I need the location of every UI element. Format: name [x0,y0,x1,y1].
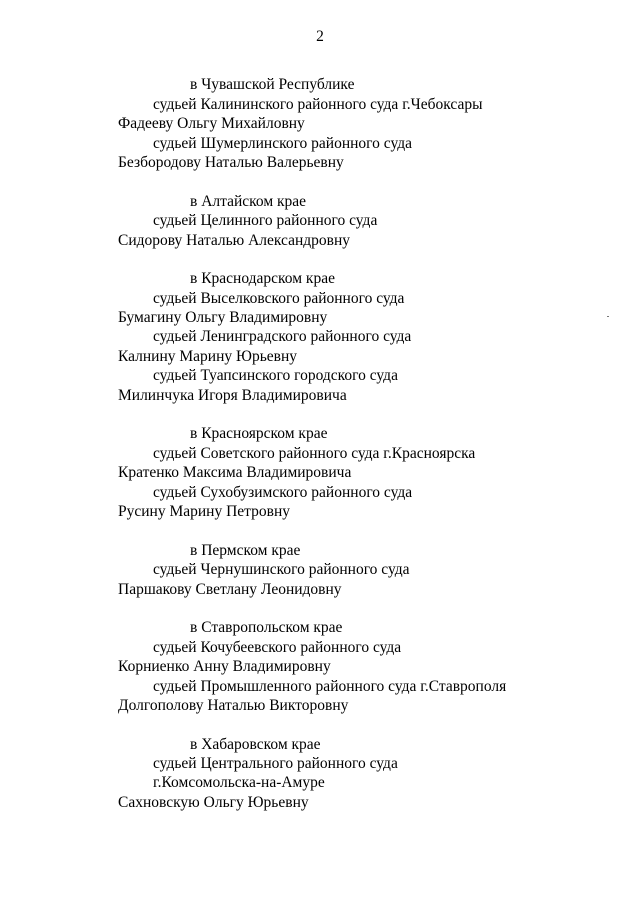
section-court: судьей Ленинградского районного суда [153,328,412,345]
section-court: судьей Целинного районного суда [153,212,378,229]
section-name: Безбородову Наталью Валерьевну [118,154,344,171]
section-name: Долгополову Наталью Викторовну [118,697,349,714]
section-name: Кратенко Максима Владимировича [118,464,352,481]
section-court-continued: г.Комсомольска-на-Амуре [153,774,325,791]
section-name: Сахновскую Ольгу Юрьевну [118,794,309,811]
section-court: судьей Центрального районного суда [153,755,398,772]
section-court: судьей Советского районного суда г.Красноярска [153,445,476,462]
section-court: судьей Чернушинского районного суда [153,561,410,578]
section-region: в Алтайском крае [190,193,307,210]
section-region: в Пермском крае [190,542,301,559]
section-region: в Ставропольском крае [190,619,343,636]
section-region: в Красноярском крае [190,425,328,442]
section-name: Русину Марину Петровну [118,503,290,520]
section-name: Сидорову Наталью Александровну [118,232,351,249]
section-name: Калнину Марину Юрьевну [118,348,298,365]
section-court: судьей Калининского районного суда г.Чебоксары [153,96,483,113]
page-number: 2 [316,28,324,45]
section-court: судьей Промышленного районного суда г.Ставрополя [153,678,507,695]
section-court: судьей Кочубеевского районного суда [153,639,402,656]
section-court: судьей Шумерлинского районного суда [153,135,412,152]
section-region: в Краснодарском крае [190,270,335,287]
section-name: Бумагину Ольгу Владимировну [118,309,328,326]
section-name: Фадееву Ольгу Михайловну [118,115,305,132]
scan-speck [607,316,609,317]
section-court: судьей Сухобузимского районного суда [153,484,413,501]
section-court: судьей Туапсинского городского суда [153,367,398,384]
section-name: Милинчука Игоря Владимировича [118,387,347,404]
section-court: судьей Выселковского районного суда [153,290,405,307]
section-region: в Чувашской Республике [190,76,355,93]
section-name: Паршакову Светлану Леонидовну [118,581,342,598]
section-region: в Хабаровском крае [190,736,321,753]
section-name: Корниенко Анну Владимировну [118,658,331,675]
